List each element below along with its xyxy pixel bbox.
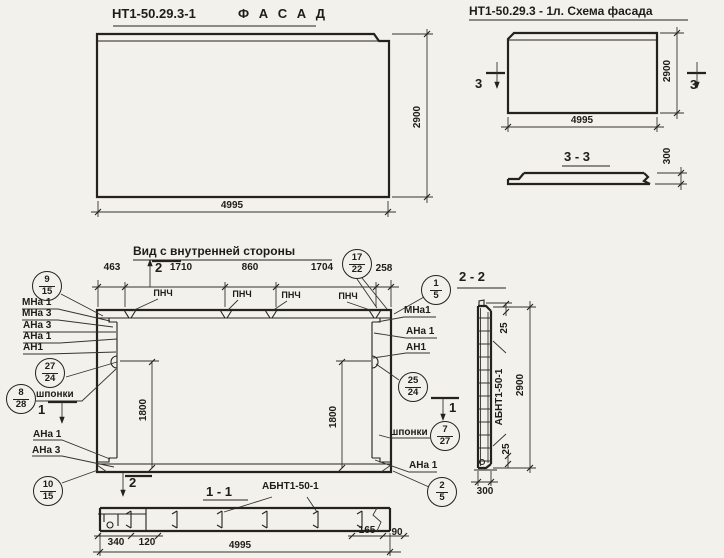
facade-view-lines: [91, 29, 433, 217]
callout-7-27: [430, 421, 460, 451]
callout-7-27-top: 7: [442, 423, 448, 435]
label-ana1-bottom-right: АНа 1: [409, 460, 438, 471]
callout-25-24-bottom: 24: [405, 387, 422, 399]
callout-9-15: [32, 271, 62, 301]
callout-2-5-top: 2: [439, 479, 445, 491]
callout-9-15-bottom: 15: [39, 286, 56, 298]
label-ana3-bottom-left: АНа 3: [32, 445, 61, 456]
inner-height-dim-right: 1800: [328, 405, 339, 429]
s11-dim-90: 90: [391, 527, 403, 538]
section-3-3-title: 3 - 3: [564, 149, 591, 164]
callout-9-15-top: 9: [44, 273, 50, 285]
callout-10-15: [33, 476, 63, 506]
callout-17-22: [342, 249, 372, 279]
callout-8-28: [6, 384, 36, 414]
callout-10-15-bottom: 15: [40, 491, 57, 503]
section-1-1-title: 1 - 1: [206, 484, 233, 499]
facade-width-dim: 4995: [220, 200, 244, 211]
label-ana1-right: АНа 1: [406, 326, 435, 337]
cut-1-mark-right: 1: [449, 400, 457, 415]
callout-25-24-top: 25: [407, 374, 419, 386]
section-cut-marks: [48, 260, 459, 499]
callout-17-22-bottom: 22: [349, 264, 366, 276]
schema-height-dim: 2900: [662, 59, 673, 83]
section-3-mark-left: 3: [475, 76, 483, 91]
facade-title-code: НТ1-50.29.3-1: [112, 6, 196, 21]
s11-mesh-label: АБНТ1-50-1: [262, 481, 319, 492]
callout-10-15-top: 10: [42, 478, 54, 490]
label-mna3-left: МНа 3: [22, 308, 52, 319]
callout-1-5: [421, 275, 451, 305]
s11-total-dim: 4995: [228, 540, 252, 551]
label-mna1-left: МНа 1: [22, 297, 52, 308]
inner-dim-1704: 1704: [310, 262, 334, 273]
cut-1-mark-left: 1: [38, 402, 46, 417]
pnch-label-4: ПНЧ: [338, 291, 358, 301]
callout-27-24-top: 27: [44, 360, 56, 372]
s11-dim-340: 340: [107, 537, 125, 548]
label-shponki-right: шпонки: [390, 427, 428, 438]
section-3-mark-right: 3: [690, 77, 698, 92]
callout-27-24: [35, 358, 65, 388]
schema-width-dim: 4995: [570, 115, 594, 126]
s22-thickness-dim: 300: [476, 486, 494, 497]
section-2-2-title: 2 - 2: [459, 269, 486, 284]
label-ana3-left: АНа 3: [23, 320, 52, 331]
inner-height-dim-left: 1800: [138, 398, 149, 422]
s22-dim-25-top: 25: [499, 322, 510, 334]
pnch-label-3: ПНЧ: [281, 290, 301, 300]
section-3-3-thickness-dim: 300: [662, 147, 673, 165]
label-ana1-left: АНа 1: [23, 331, 52, 342]
label-mna1-right: МНа1: [404, 305, 431, 316]
callout-8-28-top: 8: [18, 386, 24, 398]
inner-dim-860: 860: [241, 262, 259, 273]
pnch-label-2: ПНЧ: [232, 289, 252, 299]
pnch-label-1: ПНЧ: [153, 288, 173, 298]
inner-view-title: Вид с внутренней стороны: [133, 244, 296, 258]
label-ana1-bottom-left: АНа 1: [33, 429, 62, 440]
callout-25-24: [398, 372, 428, 402]
inner-dim-463: 463: [103, 262, 121, 273]
facade-title-name: Ф А С А Д: [238, 6, 328, 21]
cut-2-mark-bottom: 2: [129, 475, 137, 490]
callout-7-27-bottom: 27: [437, 436, 454, 448]
s22-mesh-label: АБНТ1-50-1: [494, 368, 505, 426]
s22-height-dim: 2900: [515, 373, 526, 397]
cut-2-mark-top: 2: [155, 260, 163, 275]
inner-dim-1710: 1710: [169, 262, 193, 273]
callout-27-24-bottom: 24: [42, 373, 59, 385]
s22-dim-25-bottom: 25: [501, 443, 512, 455]
inner-view-lines: [92, 280, 399, 472]
callout-1-5-top: 1: [433, 277, 439, 289]
label-shponki-left: шпонки: [36, 389, 74, 400]
inner-dim-258: 258: [375, 263, 393, 274]
callout-17-22-top: 17: [351, 251, 363, 263]
s11-dim-120: 120: [138, 537, 156, 548]
callout-2-5-bottom: 5: [436, 492, 447, 504]
callout-8-28-bottom: 28: [13, 399, 30, 411]
s11-dim-165: 165: [358, 525, 376, 536]
facade-height-dim: 2900: [412, 105, 423, 129]
label-an1-right: АН1: [406, 342, 427, 353]
callout-2-5: [427, 477, 457, 507]
label-an1-left: АН1: [23, 342, 44, 353]
schema-title: НТ1-50.29.3 - 1л. Схема фасада: [469, 4, 653, 18]
callout-1-5-bottom: 5: [430, 290, 441, 302]
